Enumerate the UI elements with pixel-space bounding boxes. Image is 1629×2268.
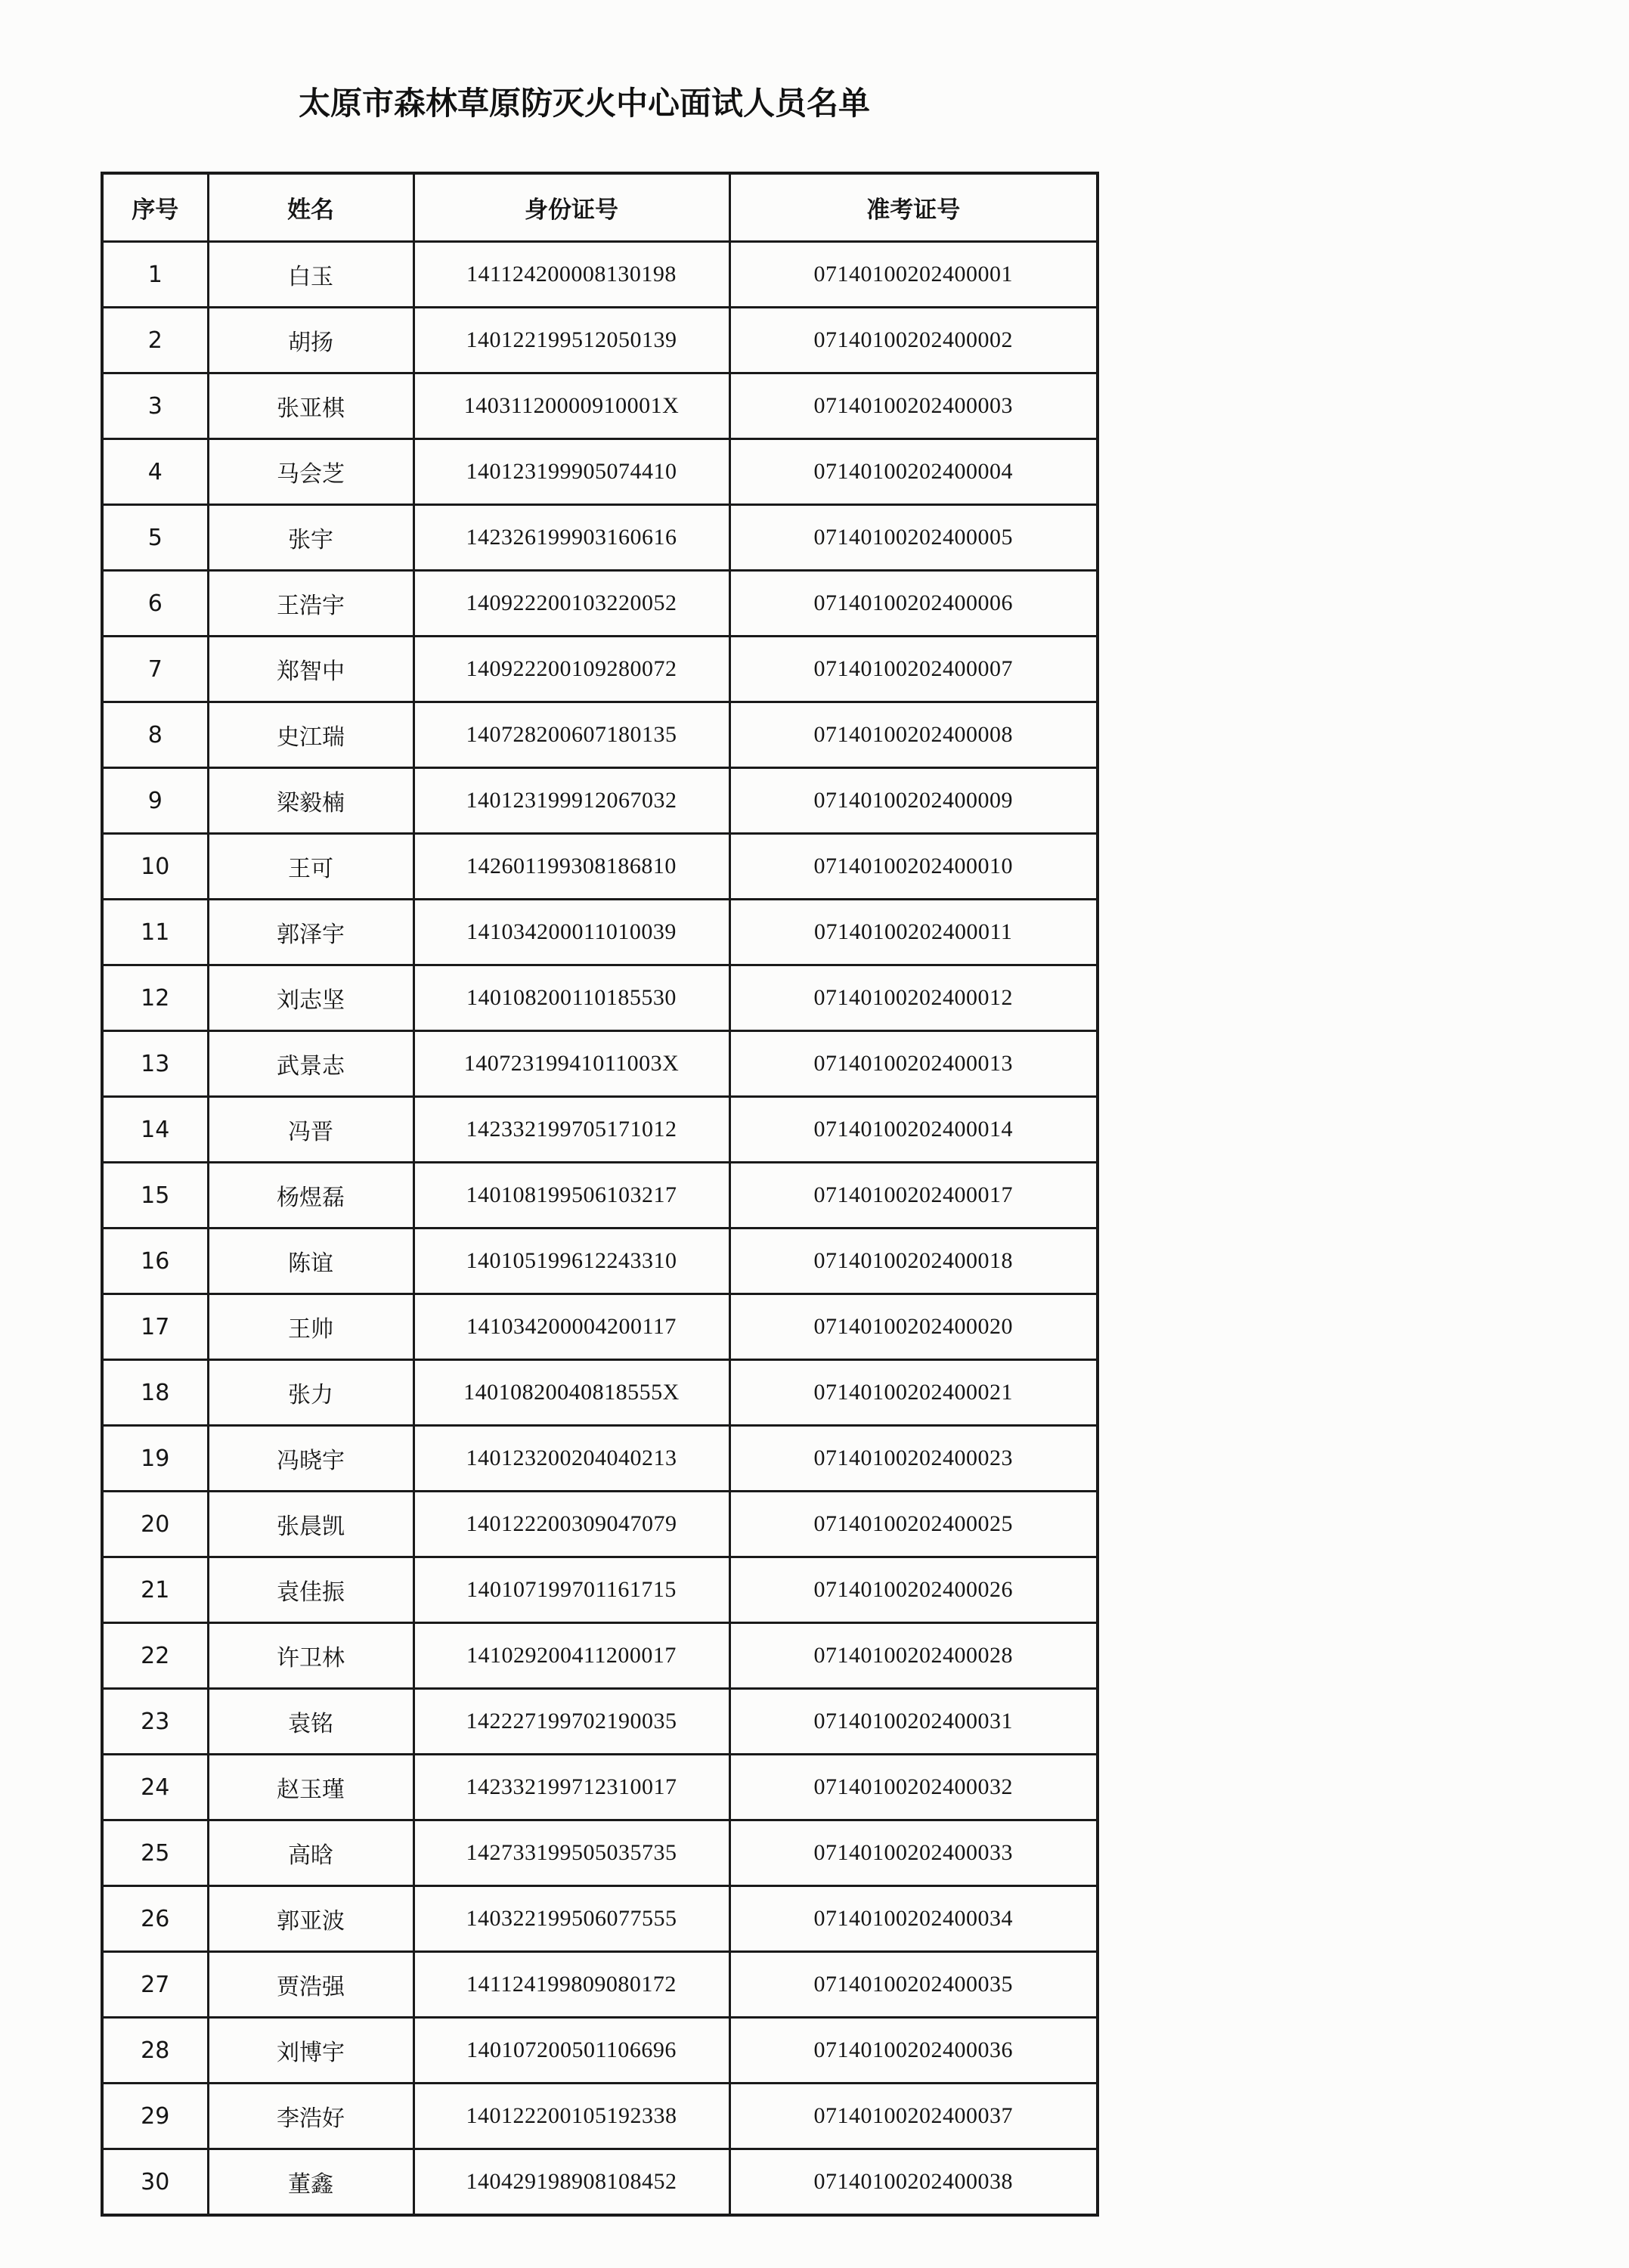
document-title: 太原市森林草原防灭火中心面试人员名单 — [299, 85, 871, 122]
cell-name: 张宇 — [208, 505, 413, 571]
table-header-row — [102, 173, 1098, 242]
table-row — [102, 1557, 1098, 1623]
header-name: 姓名 — [208, 173, 413, 242]
cell-name: 史江瑞 — [208, 702, 413, 768]
cell-seq: 1 — [102, 242, 208, 308]
table-row — [102, 637, 1098, 702]
cell-id-number: 14010820040818555X — [413, 1360, 729, 1426]
cell-exam-number: 07140100202400013 — [729, 1031, 1098, 1097]
cell-seq: 6 — [102, 571, 208, 637]
cell-id-number: 141029200411200017 — [413, 1623, 729, 1689]
cell-seq: 16 — [102, 1228, 208, 1294]
table-row — [102, 373, 1098, 439]
cell-seq: 22 — [102, 1623, 208, 1689]
cell-seq: 3 — [102, 373, 208, 439]
cell-id-number: 14072319941011003X — [413, 1031, 729, 1097]
cell-seq: 7 — [102, 637, 208, 702]
cell-id-number: 142332199712310017 — [413, 1755, 729, 1820]
table-row — [102, 1360, 1098, 1426]
cell-seq: 10 — [102, 834, 208, 900]
cell-id-number: 140922200109280072 — [413, 637, 729, 702]
table-body — [102, 242, 1098, 2216]
cell-seq: 12 — [102, 965, 208, 1031]
cell-exam-number: 07140100202400033 — [729, 1820, 1098, 1886]
cell-id-number: 140108200110185530 — [413, 965, 729, 1031]
cell-id-number: 140123199912067032 — [413, 768, 729, 834]
cell-id-number: 140107200501106696 — [413, 2018, 729, 2084]
cell-seq: 24 — [102, 1755, 208, 1820]
cell-exam-number: 07140100202400006 — [729, 571, 1098, 637]
cell-name: 袁佳振 — [208, 1557, 413, 1623]
table-row — [102, 1228, 1098, 1294]
cell-name: 郭泽宇 — [208, 900, 413, 965]
cell-exam-number: 07140100202400037 — [729, 2084, 1098, 2149]
cell-exam-number: 07140100202400032 — [729, 1755, 1098, 1820]
cell-seq: 4 — [102, 439, 208, 505]
cell-id-number: 142326199903160616 — [413, 505, 729, 571]
cell-name: 杨煜磊 — [208, 1163, 413, 1228]
table-row — [102, 965, 1098, 1031]
cell-name: 冯晓宇 — [208, 1426, 413, 1492]
cell-id-number: 142332199705171012 — [413, 1097, 729, 1163]
table-row — [102, 1755, 1098, 1820]
cell-id-number: 142733199505035735 — [413, 1820, 729, 1886]
table-row — [102, 571, 1098, 637]
cell-exam-number: 07140100202400004 — [729, 439, 1098, 505]
cell-exam-number: 07140100202400001 — [729, 242, 1098, 308]
cell-id-number: 140922200103220052 — [413, 571, 729, 637]
cell-seq: 2 — [102, 308, 208, 373]
cell-id-number: 140123199905074410 — [413, 439, 729, 505]
cell-seq: 27 — [102, 1952, 208, 2018]
cell-exam-number: 07140100202400031 — [729, 1689, 1098, 1755]
cell-exam-number: 07140100202400034 — [729, 1886, 1098, 1952]
cell-name: 梁毅楠 — [208, 768, 413, 834]
cell-name: 刘博宇 — [208, 2018, 413, 2084]
header-exam-number: 准考证号 — [729, 173, 1098, 242]
cell-seq: 19 — [102, 1426, 208, 1492]
cell-id-number: 141034200011010039 — [413, 900, 729, 965]
cell-seq: 25 — [102, 1820, 208, 1886]
cell-name: 白玉 — [208, 242, 413, 308]
cell-exam-number: 07140100202400038 — [729, 2149, 1098, 2216]
cell-name: 张亚棋 — [208, 373, 413, 439]
table-row — [102, 439, 1098, 505]
cell-name: 董鑫 — [208, 2149, 413, 2216]
cell-id-number: 140123200204040213 — [413, 1426, 729, 1492]
cell-exam-number: 07140100202400008 — [729, 702, 1098, 768]
cell-seq: 5 — [102, 505, 208, 571]
table-row — [102, 2084, 1098, 2149]
header-seq: 序号 — [102, 173, 208, 242]
cell-seq: 21 — [102, 1557, 208, 1623]
cell-id-number: 141124199809080172 — [413, 1952, 729, 2018]
table-row — [102, 702, 1098, 768]
table-row — [102, 2149, 1098, 2216]
cell-exam-number: 07140100202400005 — [729, 505, 1098, 571]
cell-name: 武景志 — [208, 1031, 413, 1097]
cell-name: 许卫林 — [208, 1623, 413, 1689]
table-row — [102, 2018, 1098, 2084]
cell-id-number: 140728200607180135 — [413, 702, 729, 768]
cell-seq: 9 — [102, 768, 208, 834]
cell-name: 袁铭 — [208, 1689, 413, 1755]
interview-roster-table — [101, 172, 1099, 2217]
table-row — [102, 768, 1098, 834]
cell-name: 胡扬 — [208, 308, 413, 373]
cell-exam-number: 07140100202400036 — [729, 2018, 1098, 2084]
cell-exam-number: 07140100202400035 — [729, 1952, 1098, 2018]
cell-seq: 8 — [102, 702, 208, 768]
table-row — [102, 1689, 1098, 1755]
cell-id-number: 140429198908108452 — [413, 2149, 729, 2216]
cell-id-number: 142601199308186810 — [413, 834, 729, 900]
cell-id-number: 140122200105192338 — [413, 2084, 729, 2149]
cell-id-number: 140107199701161715 — [413, 1557, 729, 1623]
cell-name: 郭亚波 — [208, 1886, 413, 1952]
cell-name: 郑智中 — [208, 637, 413, 702]
cell-exam-number: 07140100202400025 — [729, 1492, 1098, 1557]
table-row — [102, 834, 1098, 900]
cell-id-number: 141034200004200117 — [413, 1294, 729, 1360]
cell-exam-number: 07140100202400007 — [729, 637, 1098, 702]
table-row — [102, 242, 1098, 308]
cell-seq: 13 — [102, 1031, 208, 1097]
table-row — [102, 1031, 1098, 1097]
cell-exam-number: 07140100202400018 — [729, 1228, 1098, 1294]
cell-name: 马会芝 — [208, 439, 413, 505]
cell-id-number: 142227199702190035 — [413, 1689, 729, 1755]
cell-seq: 17 — [102, 1294, 208, 1360]
cell-name: 李浩好 — [208, 2084, 413, 2149]
cell-exam-number: 07140100202400017 — [729, 1163, 1098, 1228]
cell-seq: 30 — [102, 2149, 208, 2216]
cell-id-number: 140122200309047079 — [413, 1492, 729, 1557]
table-row — [102, 505, 1098, 571]
table-row — [102, 1820, 1098, 1886]
cell-seq: 15 — [102, 1163, 208, 1228]
cell-seq: 18 — [102, 1360, 208, 1426]
table-row — [102, 900, 1098, 965]
cell-name: 赵玉瑾 — [208, 1755, 413, 1820]
cell-seq: 26 — [102, 1886, 208, 1952]
table-row — [102, 1097, 1098, 1163]
cell-id-number: 140108199506103217 — [413, 1163, 729, 1228]
cell-exam-number: 07140100202400010 — [729, 834, 1098, 900]
cell-exam-number: 07140100202400011 — [729, 900, 1098, 965]
table-row — [102, 308, 1098, 373]
cell-exam-number: 07140100202400014 — [729, 1097, 1098, 1163]
cell-name: 王可 — [208, 834, 413, 900]
table-row — [102, 1294, 1098, 1360]
cell-exam-number: 07140100202400002 — [729, 308, 1098, 373]
table-row — [102, 1623, 1098, 1689]
cell-name: 贾浩强 — [208, 1952, 413, 2018]
cell-name: 张力 — [208, 1360, 413, 1426]
cell-name: 王浩宇 — [208, 571, 413, 637]
table-row — [102, 1163, 1098, 1228]
cell-name: 冯晋 — [208, 1097, 413, 1163]
cell-id-number: 140322199506077555 — [413, 1886, 729, 1952]
cell-exam-number: 07140100202400020 — [729, 1294, 1098, 1360]
cell-name: 高晗 — [208, 1820, 413, 1886]
cell-seq: 29 — [102, 2084, 208, 2149]
cell-seq: 14 — [102, 1097, 208, 1163]
table-row — [102, 1426, 1098, 1492]
cell-exam-number: 07140100202400021 — [729, 1360, 1098, 1426]
cell-id-number: 140122199512050139 — [413, 308, 729, 373]
cell-id-number: 14031120000910001X — [413, 373, 729, 439]
cell-exam-number: 07140100202400009 — [729, 768, 1098, 834]
cell-name: 王帅 — [208, 1294, 413, 1360]
cell-exam-number: 07140100202400028 — [729, 1623, 1098, 1689]
cell-exam-number: 07140100202400003 — [729, 373, 1098, 439]
cell-seq: 11 — [102, 900, 208, 965]
cell-exam-number: 07140100202400023 — [729, 1426, 1098, 1492]
cell-seq: 23 — [102, 1689, 208, 1755]
cell-name: 陈谊 — [208, 1228, 413, 1294]
cell-exam-number: 07140100202400012 — [729, 965, 1098, 1031]
cell-id-number: 141124200008130198 — [413, 242, 729, 308]
table-row — [102, 1886, 1098, 1952]
cell-id-number: 140105199612243310 — [413, 1228, 729, 1294]
cell-seq: 20 — [102, 1492, 208, 1557]
cell-name: 刘志坚 — [208, 965, 413, 1031]
table-row — [102, 1952, 1098, 2018]
cell-seq: 28 — [102, 2018, 208, 2084]
header-id-number: 身份证号 — [413, 173, 729, 242]
cell-exam-number: 07140100202400026 — [729, 1557, 1098, 1623]
cell-name: 张晨凯 — [208, 1492, 413, 1557]
table-row — [102, 1492, 1098, 1557]
